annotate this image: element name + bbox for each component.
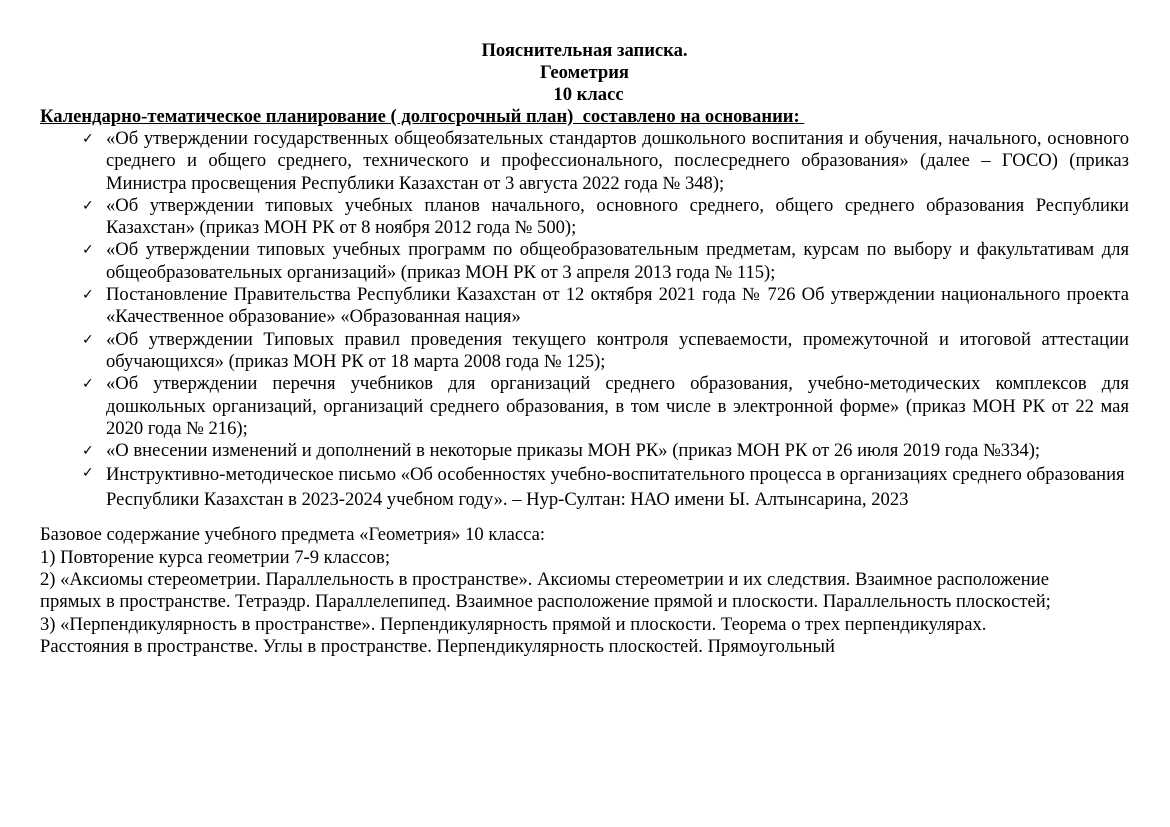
checkmark-icon: ✓	[82, 287, 94, 304]
reference-item	[82, 239, 1129, 284]
grade-title: 10 класс	[553, 84, 624, 105]
reference-item	[82, 328, 1129, 374]
document-title-block	[40, 40, 1129, 106]
content-line: прямых в пространстве. Тетраэдр. Параллелепипед. Взаимное расположение прямой и плоскости. Параллельность плоскостей;	[40, 591, 1051, 613]
content-line: Расстояния в пространстве. Углы в пространстве. Перпендикулярность плоскостей. Прямоугольный	[40, 635, 835, 657]
basis-heading: Календарно-тематическое планирование ( долгосрочный план) составлено на основании:	[40, 106, 805, 127]
reference-item	[82, 194, 1129, 240]
checkmark-icon: ✓	[82, 376, 94, 393]
content-line: 2) «Аксиомы стереометрии. Параллельность в пространстве». Аксиомы стереометрии и их следствия. Взаимное расположение	[40, 569, 1049, 591]
checkmark-icon: ✓	[82, 242, 94, 259]
reference-text: «О внесении изменений и дополнений в некоторые приказы МОН РК» (приказ МОН РК от 26 июля 2019 года №334);	[106, 440, 1041, 462]
reference-item	[82, 373, 1129, 440]
reference-item	[82, 440, 1129, 462]
checkmark-icon: ✓	[82, 465, 94, 482]
document-title: Пояснительная записка.	[481, 40, 688, 61]
reference-text: «Об утверждении перечня учебников для организаций среднего образования, учебно-методических комплексов для дошкольных организаций, организаций среднего образования, в том числе в электронной форме» (приказ МОН РК от 22 мая 2020 года № 216);	[106, 373, 1129, 439]
checkmark-icon: ✓	[82, 131, 94, 147]
content-line: 1) Повторение курса геометрии 7-9 классов;	[40, 546, 390, 568]
checkmark-icon: ✓	[82, 331, 94, 348]
content-line: 3) «Перпендикулярность в пространстве». Перпендикулярность прямой и плоскости. Теорема о трех перпендикулярах.	[40, 613, 987, 635]
reference-item	[82, 128, 1129, 195]
checkmark-icon: ✓	[82, 197, 94, 214]
references-list	[40, 128, 1129, 512]
reference-item	[82, 462, 1129, 512]
reference-item	[82, 284, 1129, 329]
reference-text: «Об утверждении Типовых правил проведения текущего контроля успеваемости, промежуточной и итоговой аттестации обучающихся» (приказ МОН РК от 18 марта 2008 года № 125);	[106, 328, 1129, 372]
reference-text: Инструктивно-методическое письмо «Об особенностях учебно-воспитательного процесса в организациях среднего образования Республики Казахстан в 2023-2024 учебном году». – Нур-Султан: НАО имени Ы. Алтынсарина, 2023	[106, 464, 1125, 511]
subject-title: Геометрия	[539, 62, 629, 83]
reference-text: «Об утверждении типовых учебных планов начального, основного среднего, общего среднего образования Республики Казахстан» (приказ МОН РК от 8 ноября 2012 года № 500);	[106, 194, 1129, 239]
checkmark-icon: ✓	[82, 443, 94, 460]
reference-text: Постановление Правительства Республики Казахстан от 12 октября 2021 года № 726 Об утверждении национального проекта «Качественное образование» «Образованная нация»	[106, 284, 1129, 328]
reference-text: «Об утверждении государственных общеобязательных стандартов дошкольного воспитания и обучения, начального, основного среднего и общего среднего, технического и профессионального, послесреднего образования» (далее – ГОСО) (приказ Министра просвещения Республики Казахстан от 3 августа 2022 года № 348);	[106, 128, 1129, 194]
reference-text: «Об утверждении типовых учебных программ по общеобразовательным предметам, курсам по выбору и факультативам для общеобразовательных организаций» (приказ МОН РК от 3 апреля 2013 года № 115);	[106, 239, 1129, 283]
basic-content-section	[40, 524, 1129, 658]
content-intro: Базовое содержание учебного предмета «Геометрия» 10 класса:	[40, 524, 546, 546]
